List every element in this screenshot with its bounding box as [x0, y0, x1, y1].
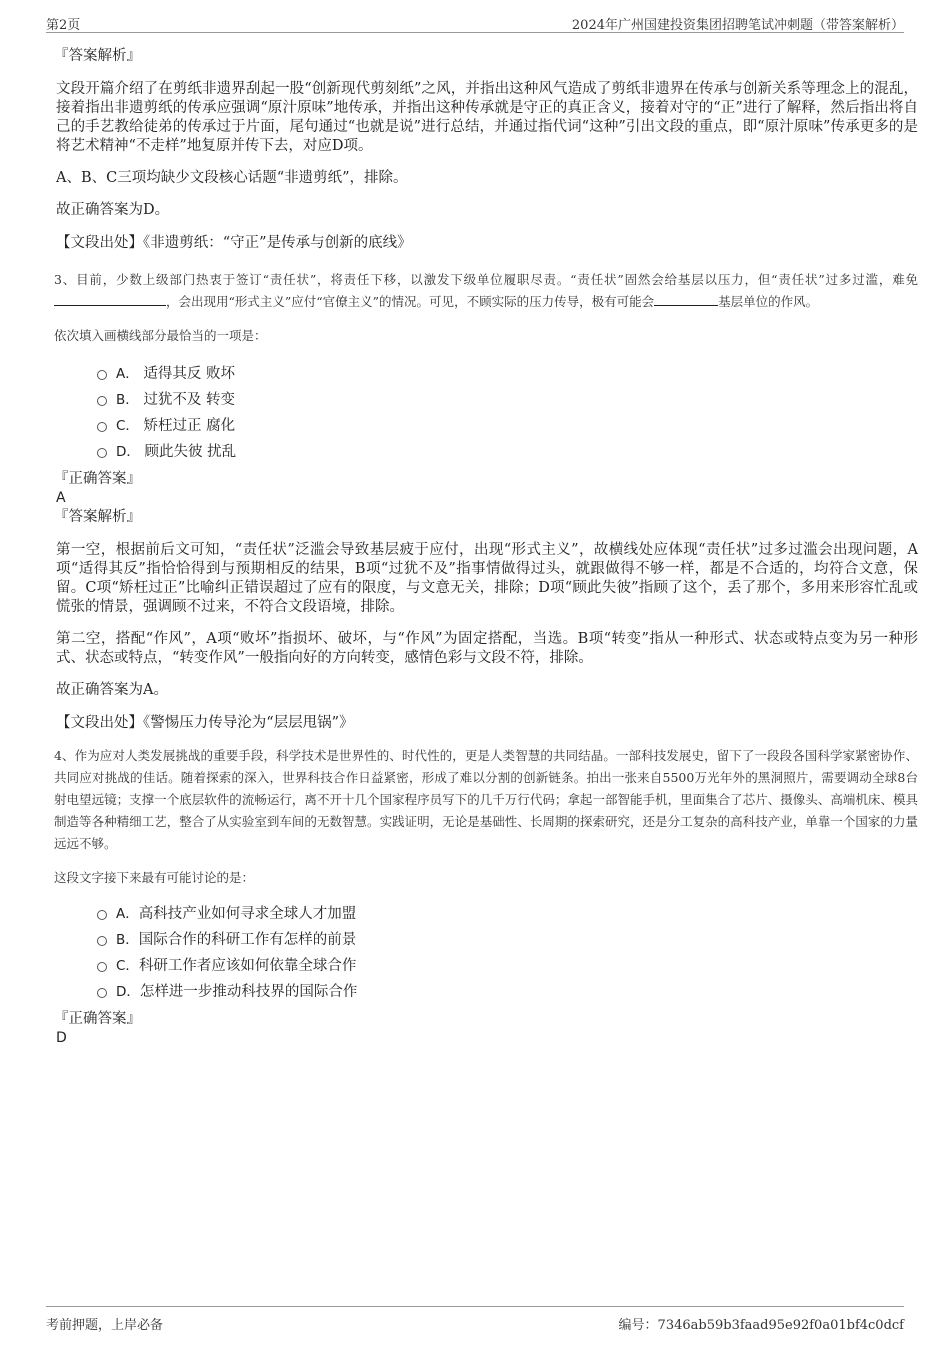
- q3-analysis-label: 『答案解析』: [54, 509, 141, 525]
- radio-icon[interactable]: [97, 988, 107, 998]
- q3-option-c[interactable]: C． 矫枉过正 腐化: [56, 413, 918, 439]
- q4-option-d[interactable]: D．怎样进一步推动科技界的国际合作: [56, 979, 918, 1005]
- q4-answer-label: 『正确答案』: [54, 1011, 141, 1027]
- q2-source: 【文段出处】《非遗剪纸：“守正”是传承与创新的底线》: [56, 235, 412, 251]
- q3-blank-1: [54, 293, 166, 306]
- q3-answer-label: 『正确答案』: [54, 471, 141, 487]
- document-title: 2024年广州国建投资集团招聘笔试冲刺题（带答案解析）: [571, 18, 904, 33]
- radio-icon[interactable]: [97, 936, 107, 946]
- radio-icon[interactable]: [97, 370, 107, 380]
- q3-option-b[interactable]: B． 过犹不及 转变: [56, 387, 918, 413]
- q2-analysis-p3: 故正确答案为D。: [56, 202, 170, 218]
- page-content: [56, 46, 918, 1047]
- q4-stem: 4、作为应对人类发展挑战的重要手段，科学技术是世界性的、时代性的，更是人类智慧的共同结晶。一部科技发展史，留下了一段段各国科学家紧密协作、共同应对挑战的佳话。随着探索的深入，世界科技合作日益紧密，形成了难以分割的创新链条。拍出一张来自5500万光年外的黑洞照片，需要调动全球8台射电望远镜；支撑一个底层软件的流畅运行，离不开十几个国家程序员写下的几千万行代码；拿起一部智能手机，里面集合了芯片、摄像头、高端机床、模具制造等各种精细工艺，整合了从实验室到车间的无数智慧。实践证明，无论是基础性、长周期的探索研究，还是分工复杂的高科技产业，单靠一个国家的力量远远不够。: [54, 748, 918, 851]
- q3-blank-2: [654, 293, 718, 306]
- q4-option-c[interactable]: C．科研工作者应该如何依靠全球合作: [56, 953, 918, 979]
- q3-analysis-p1: 第一空，根据前后文可知，“责任状”泛滥会导致基层疲于应付，出现“形式主义”，故横线处应体现“责任状”过多过滥会出现问题，A项“适得其反”指恰恰得到与预期相反的结果，B项“过犹不及”指事情做得过头，就跟做得不够一样，都是不合适的，均符合文意，保留。C项“矫枉过正”比喻纠正错误超过了应有的限度，与文意无关，排除；D项“顾此失彼”指顾了这个，丢了那个，多用来形容忙乱或慌张的情景，强调顾不过来，不符合文段语境，排除。: [56, 542, 918, 615]
- q2-analysis-p1: 文段开篇介绍了在剪纸非遗界刮起一股“创新现代剪刻纸”之风，并指出这种风气造成了剪纸非遗界在传承与创新关系等理念上的混乱，接着指出非遗剪纸的传承应强调“原汁原味”地传承，并指出这种传承就是守正的真正含义，接着对守的“正”进行了解释，然后指出将自己的手艺教给徒弟的传承过于片面，尾句通过“也就是说”进行总结，并通过指代词“这种”引出文段的重点，即“原汁原味”传承更多的是将艺术精神“不走样”地复原并传下去，对应D项。: [56, 81, 918, 154]
- radio-icon[interactable]: [97, 962, 107, 972]
- q3-stem: 3、目前，少数上级部门热衷于签订“责任状”，将责任下移，以激发下级单位履职尽责。“责任状”固然会给基层以压力，但“责任状”过多过滥，难免，会出现用“形式主义”应付“官僚主义”的情况。可见，不顾实际的压力传导，极有可能会 基层单位的作风。: [54, 272, 918, 309]
- q3-source: 【文段出处】《警惕压力传导沦为“层层甩锅”》: [56, 715, 354, 731]
- radio-icon[interactable]: [97, 396, 107, 406]
- q3-answer: A: [56, 490, 66, 506]
- q3-options: [56, 361, 918, 465]
- page-number: 第2页: [46, 18, 81, 33]
- radio-icon[interactable]: [97, 448, 107, 458]
- q3-prompt: 依次填入画横线部分最恰当的一项是：: [54, 328, 267, 343]
- page-footer: [46, 1306, 904, 1333]
- q3-option-d[interactable]: D． 顾此失彼 扰乱: [56, 439, 918, 465]
- q3-analysis-p2: 第二空，搭配“作风”，A项“败坏”指损坏、破坏，与“作风”为固定搭配，当选。B项“转变”指从一种形式、状态或特点变为另一种形式、状态或特点，“转变作风”一般指向好的方向转变，感情色彩与文段不符，排除。: [56, 631, 918, 666]
- q2-analysis-p2: A、B、C三项均缺少文段核心话题“非遗剪纸”，排除。: [56, 170, 408, 186]
- q3-option-a[interactable]: A． 适得其反 败坏: [56, 361, 918, 387]
- q4-option-a[interactable]: A．高科技产业如何寻求全球人才加盟: [56, 901, 918, 927]
- q4-options: [56, 901, 918, 1005]
- q4-prompt: 这段文字接下来最有可能讨论的是：: [54, 870, 255, 885]
- radio-icon[interactable]: [97, 422, 107, 432]
- page-header: [46, 12, 904, 33]
- q3-analysis-p3: 故正确答案为A。: [56, 682, 168, 698]
- footer-slogan: 考前押题，上岸必备: [46, 1318, 164, 1333]
- q4-answer: D: [56, 1030, 67, 1046]
- q2-analysis-label: 『答案解析』: [54, 48, 141, 64]
- document-code: 编号：7346ab59b3faad95e92f0a01bf4c0dcf: [618, 1318, 904, 1333]
- radio-icon[interactable]: [97, 910, 107, 920]
- q4-option-b[interactable]: B．国际合作的科研工作有怎样的前景: [56, 927, 918, 953]
